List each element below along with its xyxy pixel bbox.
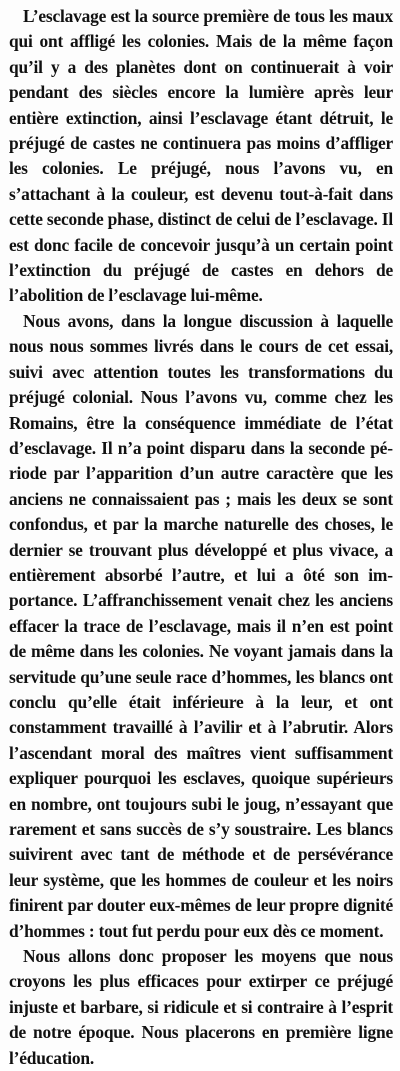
paragraph-2: Nous avons, dans la longue discussion à laquelle nous nous sommes livrés dans le cours de cet essai, suivi avec attention toutes les transformations du préjugé colonial. Nous l’avons vu, comme chez les Romains, être la conséquence immédiate de l’état d’esclavage. Il n’a point disparu dans la seconde période par l’apparition d’un autre caractère que les anciens ne connaissaient pas ; mais les deux se sont confondus, et par la marche naturelle des choses, le dernier se trouvant plus développé et plus vivace, a entièrement absorbé l’autre, et lui a ôté son importance. L’affranchissement venait chez les anciens effacer la trace de l’esclavage, mais il n’en est point de même dans les colonies. Ne voyant jamais dans la servitude qu’une seule race d’hommes, les blancs ont conclu qu’elle était inférieure à la leur, et ont constamment travaillé à l’avilir et à l’abrutir. Alors l’ascendant moral des maîtres vient suffisamment expliquer pourquoi les esclaves, quoique supérieurs en nombre, ont toujours subi le joug, n’essayant que rarement et sans succès de s’y soustraire. Les blancs suivirent avec tant de méthode et de persévérance leur système, que les hommes de couleur et les noirs finirent par douter eux-mêmes de leur propre dignité d’hommes : tout fut perdu pour eux dès ce moment. bbox=[9, 310, 393, 941]
paragraph-1: L’esclavage est la source première de tous les maux qui ont affligé les colonies. Mais de la même façon qu’il y a des planètes dont on continuerait à voir pendant des siècles encore la lumière après leur entière extinction, ainsi l’esclavage étant détruit, le préjugé de castes ne continuera pas moins d’affliger les colonies. Le préjugé, nous l’avons vu, en s’attachant à la couleur, est devenu tout-à-fait dans cette seconde phase, distinct de celui de l’esclavage. Il est donc facile de concevoir jusqu’à un certain point l’extinction du préjugé de castes en dehors de l’abolition de l’esclavage lui-même. bbox=[9, 6, 393, 306]
paragraph-3: Nous allons donc proposer les moyens que nous croyons les plus efficaces pour extirper ce préjugé injuste et barbare, si ridicule et si contraire à l’esprit de notre époque. Nous placerons en première ligne l’éducation. bbox=[9, 946, 393, 1068]
body-text bbox=[9, 4, 393, 1071]
